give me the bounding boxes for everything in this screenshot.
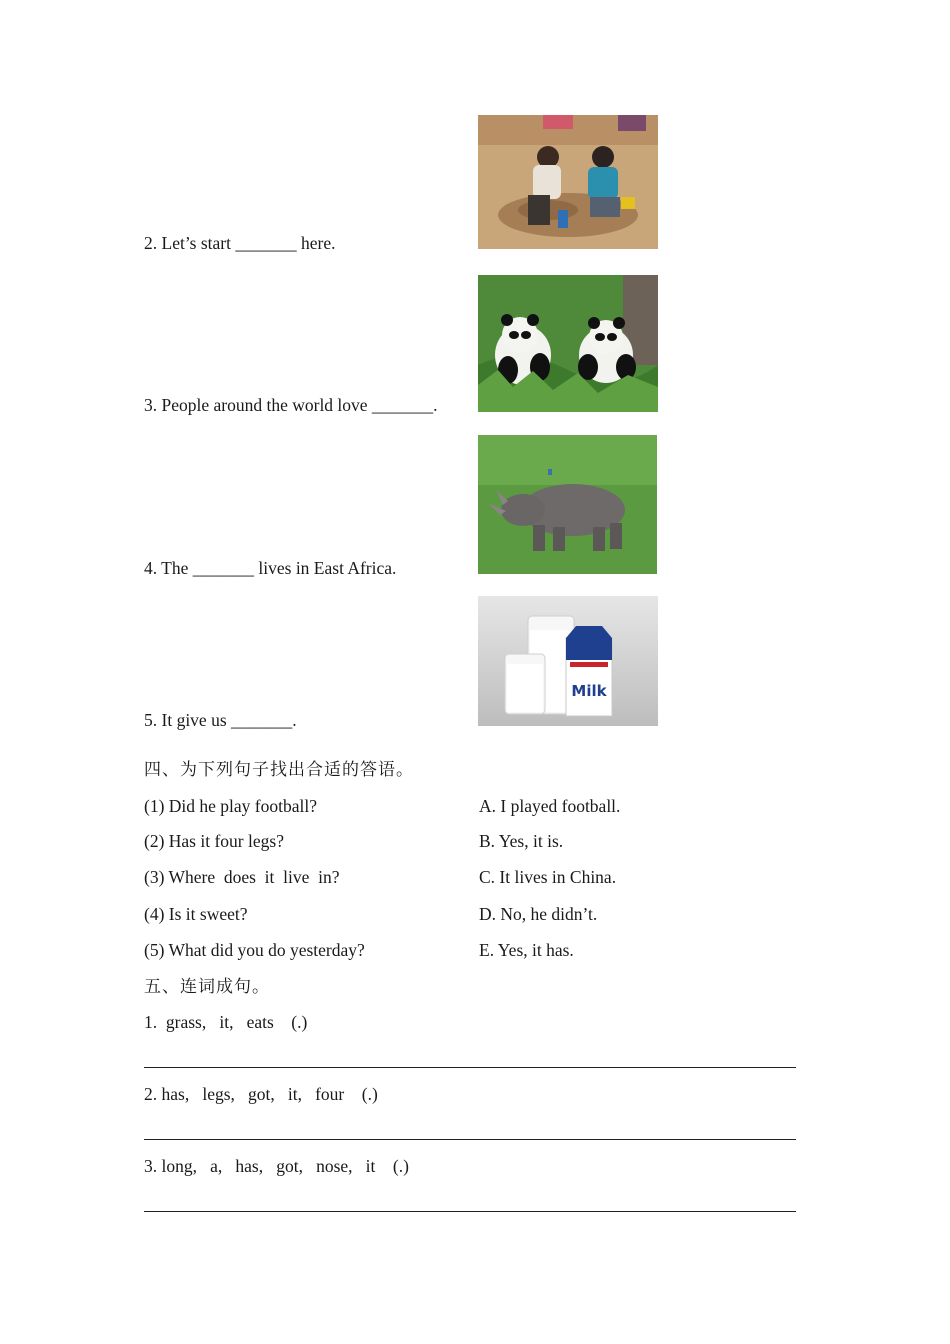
- rhino-on-grass-image: [478, 435, 657, 574]
- word-order-item-1: 1. grass, it, eats (.): [144, 1012, 308, 1032]
- section-5-heading: 五、连词成句。: [144, 977, 270, 997]
- question-3: (3) Where does it live in?: [144, 867, 340, 887]
- milk-carton-label: Milk: [571, 682, 607, 700]
- question-1: (1) Did he play football?: [144, 796, 318, 816]
- answer-d: D. No, he didn’t.: [479, 904, 598, 924]
- answer-line-3[interactable]: [144, 1211, 796, 1212]
- milk-glasses-carton-image: [478, 596, 658, 726]
- word-order-item-2: 2. has, legs, got, it, four (.): [144, 1084, 378, 1104]
- answer-e: E. Yes, it has.: [479, 940, 574, 960]
- answer-line-2[interactable]: [144, 1139, 796, 1140]
- pandas-eating-image: [478, 275, 658, 412]
- section-4-heading: 四、为下列句子找出合适的答语。: [144, 760, 414, 780]
- answer-a: A. I played football.: [479, 796, 621, 816]
- answer-b: B. Yes, it is.: [479, 831, 564, 851]
- children-digging-sand-image: [478, 115, 658, 249]
- fill-blank-item-2: 2. Let’s start _______ here.: [144, 233, 336, 253]
- fill-blank-item-5: 5. It give us _______.: [144, 710, 297, 730]
- question-4: (4) Is it sweet?: [144, 904, 248, 924]
- answer-c: C. It lives in China.: [479, 867, 617, 887]
- word-order-item-3: 3. long, a, has, got, nose, it (.): [144, 1156, 409, 1176]
- question-5: (5) What did you do yesterday?: [144, 940, 365, 960]
- question-2: (2) Has it four legs?: [144, 831, 284, 851]
- answer-line-1[interactable]: [144, 1067, 796, 1068]
- fill-blank-item-4: 4. The _______ lives in East Africa.: [144, 558, 397, 578]
- fill-blank-item-3: 3. People around the world love _______.: [144, 395, 438, 415]
